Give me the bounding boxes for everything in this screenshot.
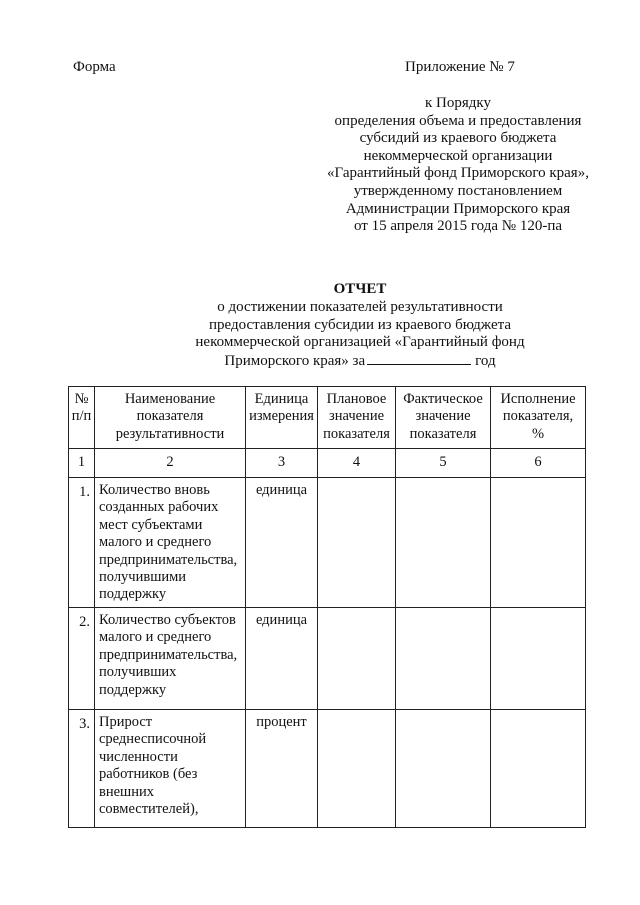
table-header-row <box>69 387 586 449</box>
header-text: показателя, <box>502 408 574 425</box>
subtitle-last-line <box>120 352 600 371</box>
column-number: 3 <box>246 449 318 478</box>
header-text: значение <box>328 408 385 425</box>
subtitle-line: некоммерческой организацией «Гарантийный фонд <box>195 334 525 351</box>
header-cell-name <box>95 387 246 449</box>
header-text: значение <box>415 408 471 425</box>
indicator-name-line: получивших <box>99 664 177 681</box>
column-number: 6 <box>491 449 586 478</box>
indicator-name-line: поддержку <box>99 586 167 603</box>
unit-cell: единица <box>246 608 318 710</box>
header-text: Исполнение <box>500 391 576 407</box>
appendix-line: «Гарантийный фонд Приморского края», <box>327 165 589 182</box>
indicator-name <box>95 710 246 828</box>
form-label: Форма <box>73 59 116 75</box>
indicator-name-line: среднесписочной <box>99 731 207 748</box>
indicators-table <box>68 386 586 828</box>
header-text: показателя <box>136 408 204 425</box>
indicator-name-line: мест субъектами <box>99 516 203 533</box>
appendix-line: некоммерческой организации <box>363 147 553 164</box>
subtitle-last-line-start: Приморского края» за <box>224 352 366 369</box>
header-text: показателя <box>409 425 477 442</box>
header-cell-number <box>69 387 95 449</box>
actual-value-cell[interactable] <box>396 478 491 608</box>
column-number: 1 <box>69 449 95 478</box>
header-text: измерения <box>249 408 314 425</box>
unit-cell: процент <box>246 710 318 828</box>
subtitle-line: предоставления субсидии из краевого бюджета <box>208 316 512 333</box>
execution-value-cell[interactable] <box>491 478 586 608</box>
indicator-name-line: получившими <box>99 569 187 586</box>
year-blank-field[interactable] <box>367 352 471 365</box>
indicator-name-line: предпринимательства, <box>99 646 238 663</box>
indicator-name-line: Прирост <box>99 714 153 730</box>
indicator-name-line: численности <box>99 748 178 765</box>
header-text: Единица <box>254 391 309 407</box>
header-text: показателя <box>323 425 390 442</box>
header-cell-execution <box>491 387 586 449</box>
header-text: № <box>74 391 89 407</box>
column-number: 4 <box>318 449 396 478</box>
appendix-reference <box>318 95 598 236</box>
planned-value-cell[interactable] <box>318 608 396 710</box>
header-text: п/п <box>71 408 92 425</box>
report-title: ОТЧЕТ <box>333 281 387 297</box>
indicator-name-line: созданных рабочих <box>99 499 219 516</box>
column-number-row <box>69 449 586 478</box>
header-text: результативности <box>115 425 225 442</box>
table-row <box>69 608 586 710</box>
column-number: 2 <box>95 449 246 478</box>
actual-value-cell[interactable] <box>396 608 491 710</box>
indicator-name-line: поддержку <box>99 681 167 698</box>
subtitle-last-line-end: год <box>475 352 496 369</box>
column-number: 5 <box>396 449 491 478</box>
indicator-name <box>95 478 246 608</box>
execution-value-cell[interactable] <box>491 710 586 828</box>
appendix-line: к Порядку <box>425 95 491 111</box>
appendix-line: Администрации Приморского края <box>345 200 571 217</box>
table-row <box>69 710 586 828</box>
table-row <box>69 478 586 608</box>
row-number: 1. <box>69 478 95 608</box>
header-cell-unit <box>246 387 318 449</box>
appendix-line: определения объема и предоставления <box>334 112 582 129</box>
appendix-number: Приложение № 7 <box>405 59 515 75</box>
indicator-name-line: работников (без <box>99 766 198 783</box>
appendix-line: субсидий из краевого бюджета <box>359 130 557 147</box>
indicator-name <box>95 608 246 710</box>
indicator-name-line: Количество субъектов <box>99 612 236 628</box>
unit-cell: единица <box>246 478 318 608</box>
appendix-line: утвержденному постановлением <box>353 182 563 199</box>
planned-value-cell[interactable] <box>318 478 396 608</box>
actual-value-cell[interactable] <box>396 710 491 828</box>
indicator-name-line: предпринимательства, <box>99 551 238 568</box>
header-text: Наименование <box>124 391 216 407</box>
execution-value-cell[interactable] <box>491 608 586 710</box>
header-cell-planned <box>318 387 396 449</box>
indicator-name-line: Количество вновь <box>99 482 210 498</box>
planned-value-cell[interactable] <box>318 710 396 828</box>
subtitle-line: о достижении показателей результативности <box>217 299 503 315</box>
indicator-name-line: малого и среднего <box>99 629 212 646</box>
report-subtitle <box>120 299 600 370</box>
header-text: Фактическое <box>403 391 483 407</box>
header-text: % <box>531 425 545 442</box>
row-number: 3. <box>69 710 95 828</box>
appendix-line: от 15 апреля 2015 года № 120-па <box>353 218 562 235</box>
header-text: Плановое <box>326 391 387 407</box>
indicator-name-line: совместителей), <box>99 801 199 818</box>
indicator-name-line: внешних <box>99 783 154 800</box>
row-number: 2. <box>69 608 95 710</box>
header-cell-actual <box>396 387 491 449</box>
indicator-name-line: малого и среднего <box>99 534 212 551</box>
